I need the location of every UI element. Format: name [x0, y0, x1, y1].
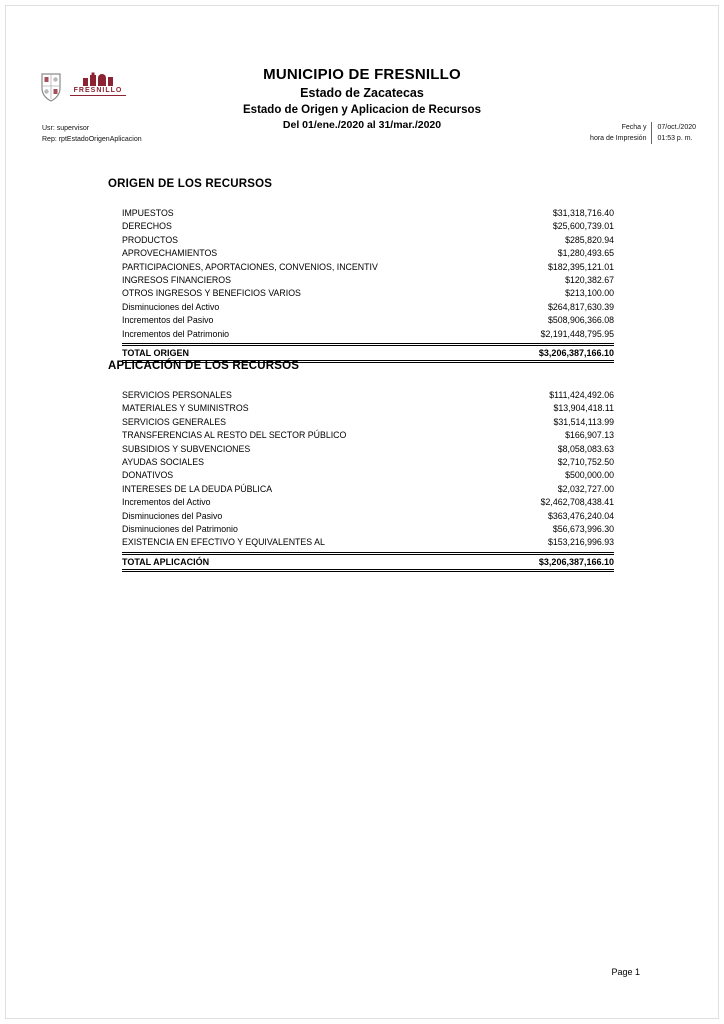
table-row — [122, 402, 614, 415]
row-value: $166,907.13 — [565, 430, 614, 441]
row-label: APROVECHAMIENTOS — [122, 248, 218, 259]
table-row — [122, 443, 614, 456]
row-label: TRANSFERENCIAS AL RESTO DEL SECTOR PÚBLICO — [122, 430, 347, 441]
table-row — [122, 510, 614, 523]
total-value: $3,206,387,166.10 — [538, 348, 614, 359]
state-subtitle: Estado de Zacatecas — [300, 86, 424, 100]
table-row — [122, 496, 614, 509]
total-label: TOTAL APLICACIÓN — [122, 556, 210, 567]
section-heading: ORIGEN DE LOS RECURSOS — [108, 178, 273, 190]
row-label: EXISTENCIA EN EFECTIVO Y EQUIVALENTES AL — [122, 537, 325, 548]
row-value: $363,476,240.04 — [547, 510, 614, 521]
row-value: $1,280,493.65 — [557, 248, 614, 259]
row-value: $2,191,448,795.95 — [540, 328, 614, 339]
row-label: Disminuciones del Patrimonio — [122, 524, 238, 535]
total-value: $3,206,387,166.10 — [538, 556, 614, 567]
row-label: Incrementos del Patrimonio — [122, 328, 230, 339]
table-row — [122, 220, 614, 233]
page-title: MUNICIPIO DE FRESNILLO — [263, 66, 461, 83]
row-label: PRODUCTOS — [122, 234, 179, 245]
report-meta-left — [42, 123, 142, 145]
row-value: $2,032,727.00 — [557, 483, 614, 494]
row-value: $25,600,739.01 — [552, 221, 614, 232]
table-row — [122, 287, 614, 300]
table-row — [122, 234, 614, 247]
table-row — [122, 483, 614, 496]
table-row — [122, 456, 614, 469]
row-value: $120,382.67 — [565, 275, 614, 286]
table-row — [122, 207, 614, 220]
report-meta-right — [590, 122, 696, 144]
total-aplicacion-row — [122, 552, 614, 572]
row-value: $213,100.00 — [565, 288, 614, 299]
row-label: IMPUESTOS — [122, 208, 174, 218]
row-label: SERVICIOS PERSONALES — [122, 390, 232, 400]
section-heading: APLICACIÓN DE LOS RECURSOS — [108, 360, 300, 372]
table-row — [122, 274, 614, 287]
section-origen — [108, 178, 614, 363]
row-value: $2,462,708,438.41 — [540, 497, 614, 508]
row-label: DERECHOS — [122, 221, 172, 232]
user-line: Usr: supervisor — [42, 125, 90, 132]
row-label: Disminuciones del Pasivo — [122, 510, 223, 521]
row-value: $8,058,083.63 — [557, 443, 614, 454]
row-label: SUBSIDIOS Y SUBVENCIONES — [122, 443, 251, 454]
row-value: $31,318,716.40 — [552, 208, 614, 218]
row-label: OTROS INGRESOS Y BENEFICIOS VARIOS — [122, 288, 301, 299]
row-value: $31,514,113.99 — [553, 416, 614, 427]
table-row — [122, 429, 614, 442]
print-date-value: 07/oct./2020 — [657, 124, 696, 131]
row-label: Incrementos del Pasivo — [122, 315, 214, 326]
row-value: $264,817,630.39 — [547, 301, 614, 312]
table-row — [122, 314, 614, 327]
row-value: $508,906,366.08 — [547, 315, 614, 326]
row-label: AYUDAS SOCIALES — [122, 457, 204, 468]
row-label: INGRESOS FINANCIEROS — [122, 275, 231, 286]
table-row — [122, 523, 614, 536]
total-label: TOTAL ORIGEN — [122, 348, 190, 359]
report-period: Del 01/ene./2020 al 31/mar./2020 — [282, 119, 442, 131]
table-row — [122, 416, 614, 429]
print-date-label: Fecha y — [621, 124, 647, 131]
row-value: $2,710,752.50 — [557, 457, 614, 468]
row-value: $500,000.00 — [565, 470, 614, 481]
row-label: Disminuciones del Activo — [122, 301, 220, 312]
row-label: MATERIALES Y SUMINISTROS — [122, 403, 249, 414]
table-row — [122, 247, 614, 260]
row-label: PARTICIPACIONES, APORTACIONES, CONVENIOS, INCENTIV — [122, 261, 378, 272]
origen-rows — [122, 207, 614, 341]
row-label: SERVICIOS GENERALES — [122, 416, 226, 427]
table-row — [122, 389, 614, 402]
row-label: Incrementos del Activo — [122, 497, 211, 508]
row-value: $111,424,492.06 — [549, 390, 614, 400]
row-value: $56,673,996.30 — [552, 524, 614, 535]
print-time-value: 01:53 p. m. — [657, 135, 693, 142]
report-title: Estado de Origen y Aplicacion de Recursos — [243, 104, 481, 116]
page-number: Page 1 — [611, 967, 640, 977]
fresnillo-logo-text: FRESNILLO — [73, 87, 123, 94]
aplicacion-rows — [122, 389, 614, 550]
section-aplicacion — [108, 360, 614, 572]
table-row — [122, 328, 614, 341]
row-value: $285,820.94 — [565, 234, 614, 245]
row-label: DONATIVOS — [122, 470, 174, 481]
row-label: INTERESES DE LA DEUDA PÚBLICA — [122, 483, 273, 494]
row-value: $182,395,121.01 — [547, 261, 614, 272]
report-line: Rep: rptEstadoOrigenAplicacion — [42, 136, 142, 143]
row-value: $153,216,996.93 — [547, 537, 614, 548]
table-row — [122, 536, 614, 549]
row-value: $13,904,418.11 — [553, 403, 614, 414]
print-time-label: hora de Impresión — [590, 135, 647, 142]
table-row — [122, 261, 614, 274]
table-row — [122, 469, 614, 482]
table-row — [122, 301, 614, 314]
